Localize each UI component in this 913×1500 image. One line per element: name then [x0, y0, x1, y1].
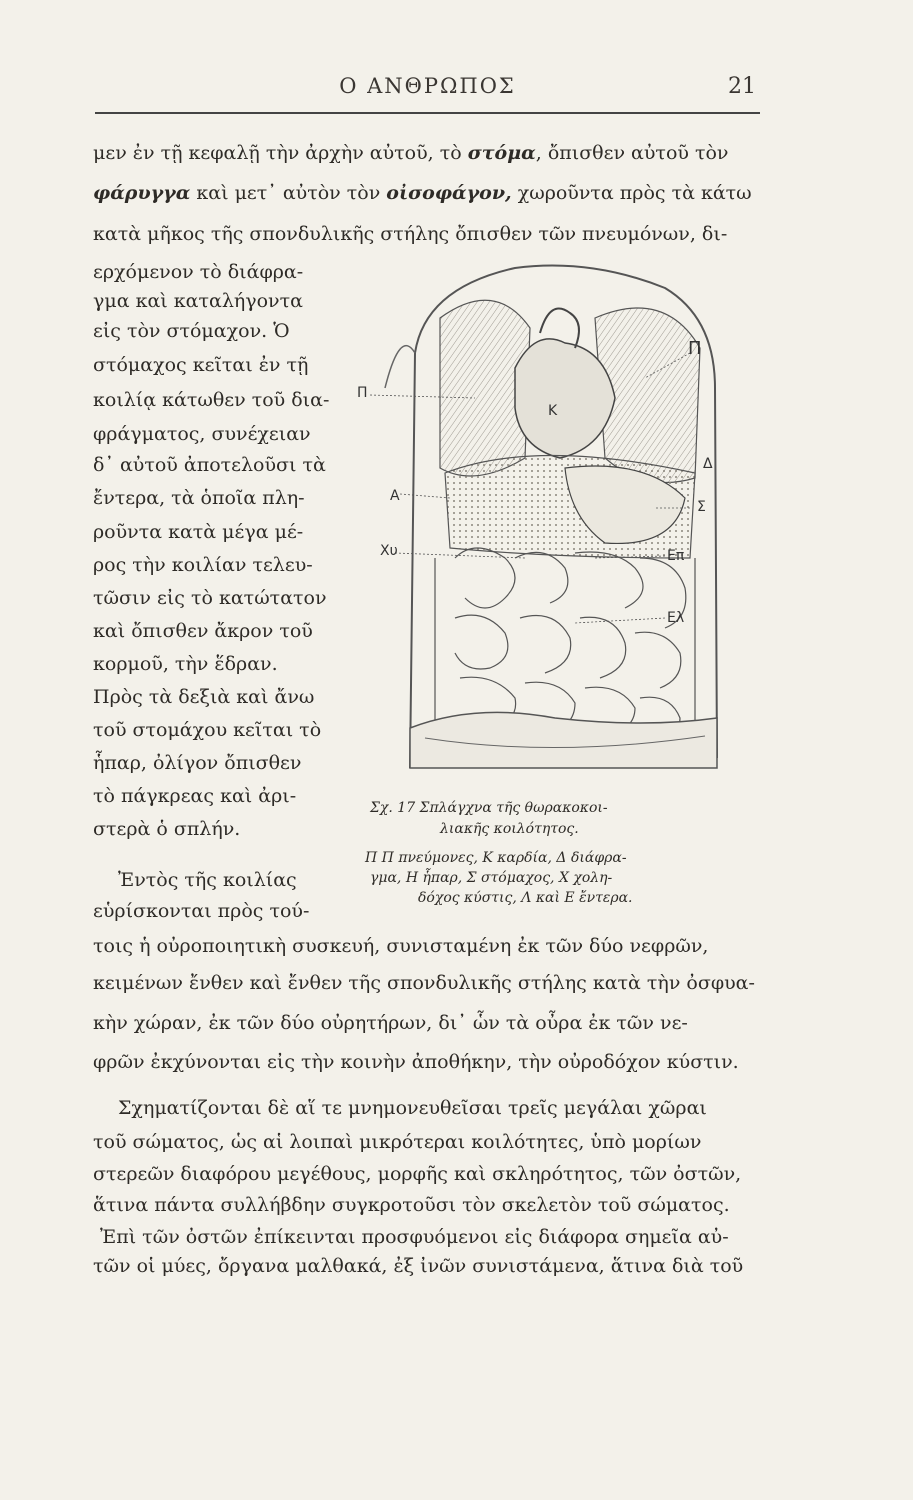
anatomy-figure — [355, 258, 745, 783]
text-line: ἅτινα πάντα συλλήβδην συγκροτοῦσι τὸν σκελετὸν τοῦ σώματος. — [93, 1194, 730, 1216]
label-p-right: Π — [688, 338, 702, 359]
column-line: δ᾽ αὐτοῦ ἀποτελοῦσι τὰ — [93, 454, 326, 476]
column-line: ρος τὴν κοιλίαν τελευ- — [93, 554, 313, 576]
figure-caption-line: γμα, Η ἧπαρ, Σ στόμαχος, Χ χολη- — [370, 870, 613, 886]
column-line: κορμοῦ, τὴν ἕδραν. — [93, 653, 278, 675]
label-s: Σ — [697, 499, 706, 515]
label-a: Α — [390, 488, 400, 504]
figure-caption-line: δόχος κύστις, Λ καὶ Ε ἔντερα. — [418, 890, 633, 906]
label-ep: Επ — [667, 548, 685, 564]
header-rule — [95, 112, 760, 114]
column-line: ροῦντα κατὰ μέγα μέ- — [93, 521, 304, 543]
column-line: γμα καὶ καταλήγοντα — [93, 290, 303, 312]
page-header — [95, 72, 760, 122]
label-el: Ελ — [667, 610, 685, 626]
column-line: εἰς τὸν στόμαχον. Ὁ — [93, 320, 290, 342]
text-line: τοῦ σώματος, ὡς αἱ λοιπαὶ μικρότεραι κοιλότητες, ὑπὸ μορίων — [93, 1131, 702, 1153]
text-line: Ἐπὶ τῶν ὀστῶν ἐπίκεινται προσφυόμενοι εἰς διάφορα σημεῖα αὐ- — [100, 1226, 729, 1248]
text-line: μεν ἐν τῇ κεφαλῇ τὴν ἀρχὴν αὐτοῦ, τὸ στόμα, ὄπισθεν αὐτοῦ τὸν — [93, 142, 729, 164]
text-line: στερεῶν διαφόρου μεγέθους, μορφῆς καὶ σκληρότητος, τῶν ὀστῶν, — [93, 1163, 742, 1185]
column-line: εὑρίσκονται πρὸς τού- — [93, 900, 310, 922]
column-line: τὸ πάγκρεας καὶ ἀρι- — [93, 785, 297, 807]
column-line: ἔντερα, τὰ ὁποῖα πλη- — [93, 487, 305, 509]
text-line: κὴν χώραν, ἐκ τῶν δύο οὐρητήρων, δι᾽ ὧν τὰ οὖρα ἐκ τῶν νε- — [93, 1012, 688, 1034]
column-line: Ἐντὸς τῆς κοιλίας — [118, 869, 297, 891]
column-line: στόμαχος κεῖται ἐν τῇ — [93, 354, 309, 376]
torso-illustration — [355, 258, 745, 783]
text-line: τῶν οἱ μύες, ὄργανα μαλθακά, ἐξ ἰνῶν συνιστάμενα, ἅτινα διὰ τοῦ — [93, 1255, 744, 1277]
figure-caption-line: λιακῆς κοιλότητος. — [440, 821, 579, 837]
figure-caption-line: Π Π πνεύμονες, Κ καρδία, Δ διάφρα- — [365, 850, 627, 866]
column-line: ερχόμενον τὸ διάφρα- — [93, 261, 304, 283]
running-title: Ο ΑΝΘΡΩΠΟΣ — [339, 74, 516, 98]
text-line: τοις ἡ οὐροποιητικὴ συσκευή, συνισταμένη ἐκ τῶν δύο νεφρῶν, — [93, 935, 709, 957]
column-line: φράγματος, συνέχειαν — [93, 423, 311, 445]
label-xu: Χυ — [380, 543, 398, 559]
label-p-left: Π — [357, 385, 368, 401]
text-line: φάρυγγα καὶ μετ᾽ αὐτὸν τὸν οἰσοφάγον, χωροῦντα πρὸς τὰ κάτω — [93, 182, 752, 204]
figure-caption-line: Σχ. 17 Σπλάγχνα τῆς θωρακοκοι- — [370, 800, 608, 816]
label-k: Κ — [548, 403, 558, 419]
text-line: κατὰ μῆκος τῆς σπονδυλικῆς στήλης ὄπισθεν τῶν πνευμόνων, δι- — [93, 223, 728, 245]
column-line: καὶ ὄπισθεν ἄκρον τοῦ — [93, 620, 313, 642]
column-line: τοῦ στομάχου κεῖται τὸ — [93, 719, 322, 741]
column-line: τῶσιν εἰς τὸ κατώτατον — [93, 587, 327, 609]
page-number: 21 — [728, 74, 756, 99]
column-line: κοιλίᾳ κάτωθεν τοῦ δια- — [93, 389, 330, 411]
column-line: στερὰ ὁ σπλήν. — [93, 818, 241, 840]
column-line: Πρὸς τὰ δεξιὰ καὶ ἄνω — [93, 686, 315, 708]
text-line: κειμένων ἔνθεν καὶ ἔνθεν τῆς σπονδυλικῆς στήλης κατὰ τὴν ὀσφυα- — [93, 972, 755, 994]
text-line: φρῶν ἐκχύνονται εἰς τὴν κοινὴν ἀποθήκην, τὴν οὐροδόχον κύστιν. — [93, 1051, 739, 1073]
column-line: ἧπαρ, ὀλίγον ὄπισθεν — [93, 752, 302, 774]
label-d: Δ — [703, 456, 713, 472]
text-line: Σχηματίζονται δὲ αἵ τε μνημονευθεῖσαι τρεῖς μεγάλαι χῶραι — [118, 1097, 707, 1119]
